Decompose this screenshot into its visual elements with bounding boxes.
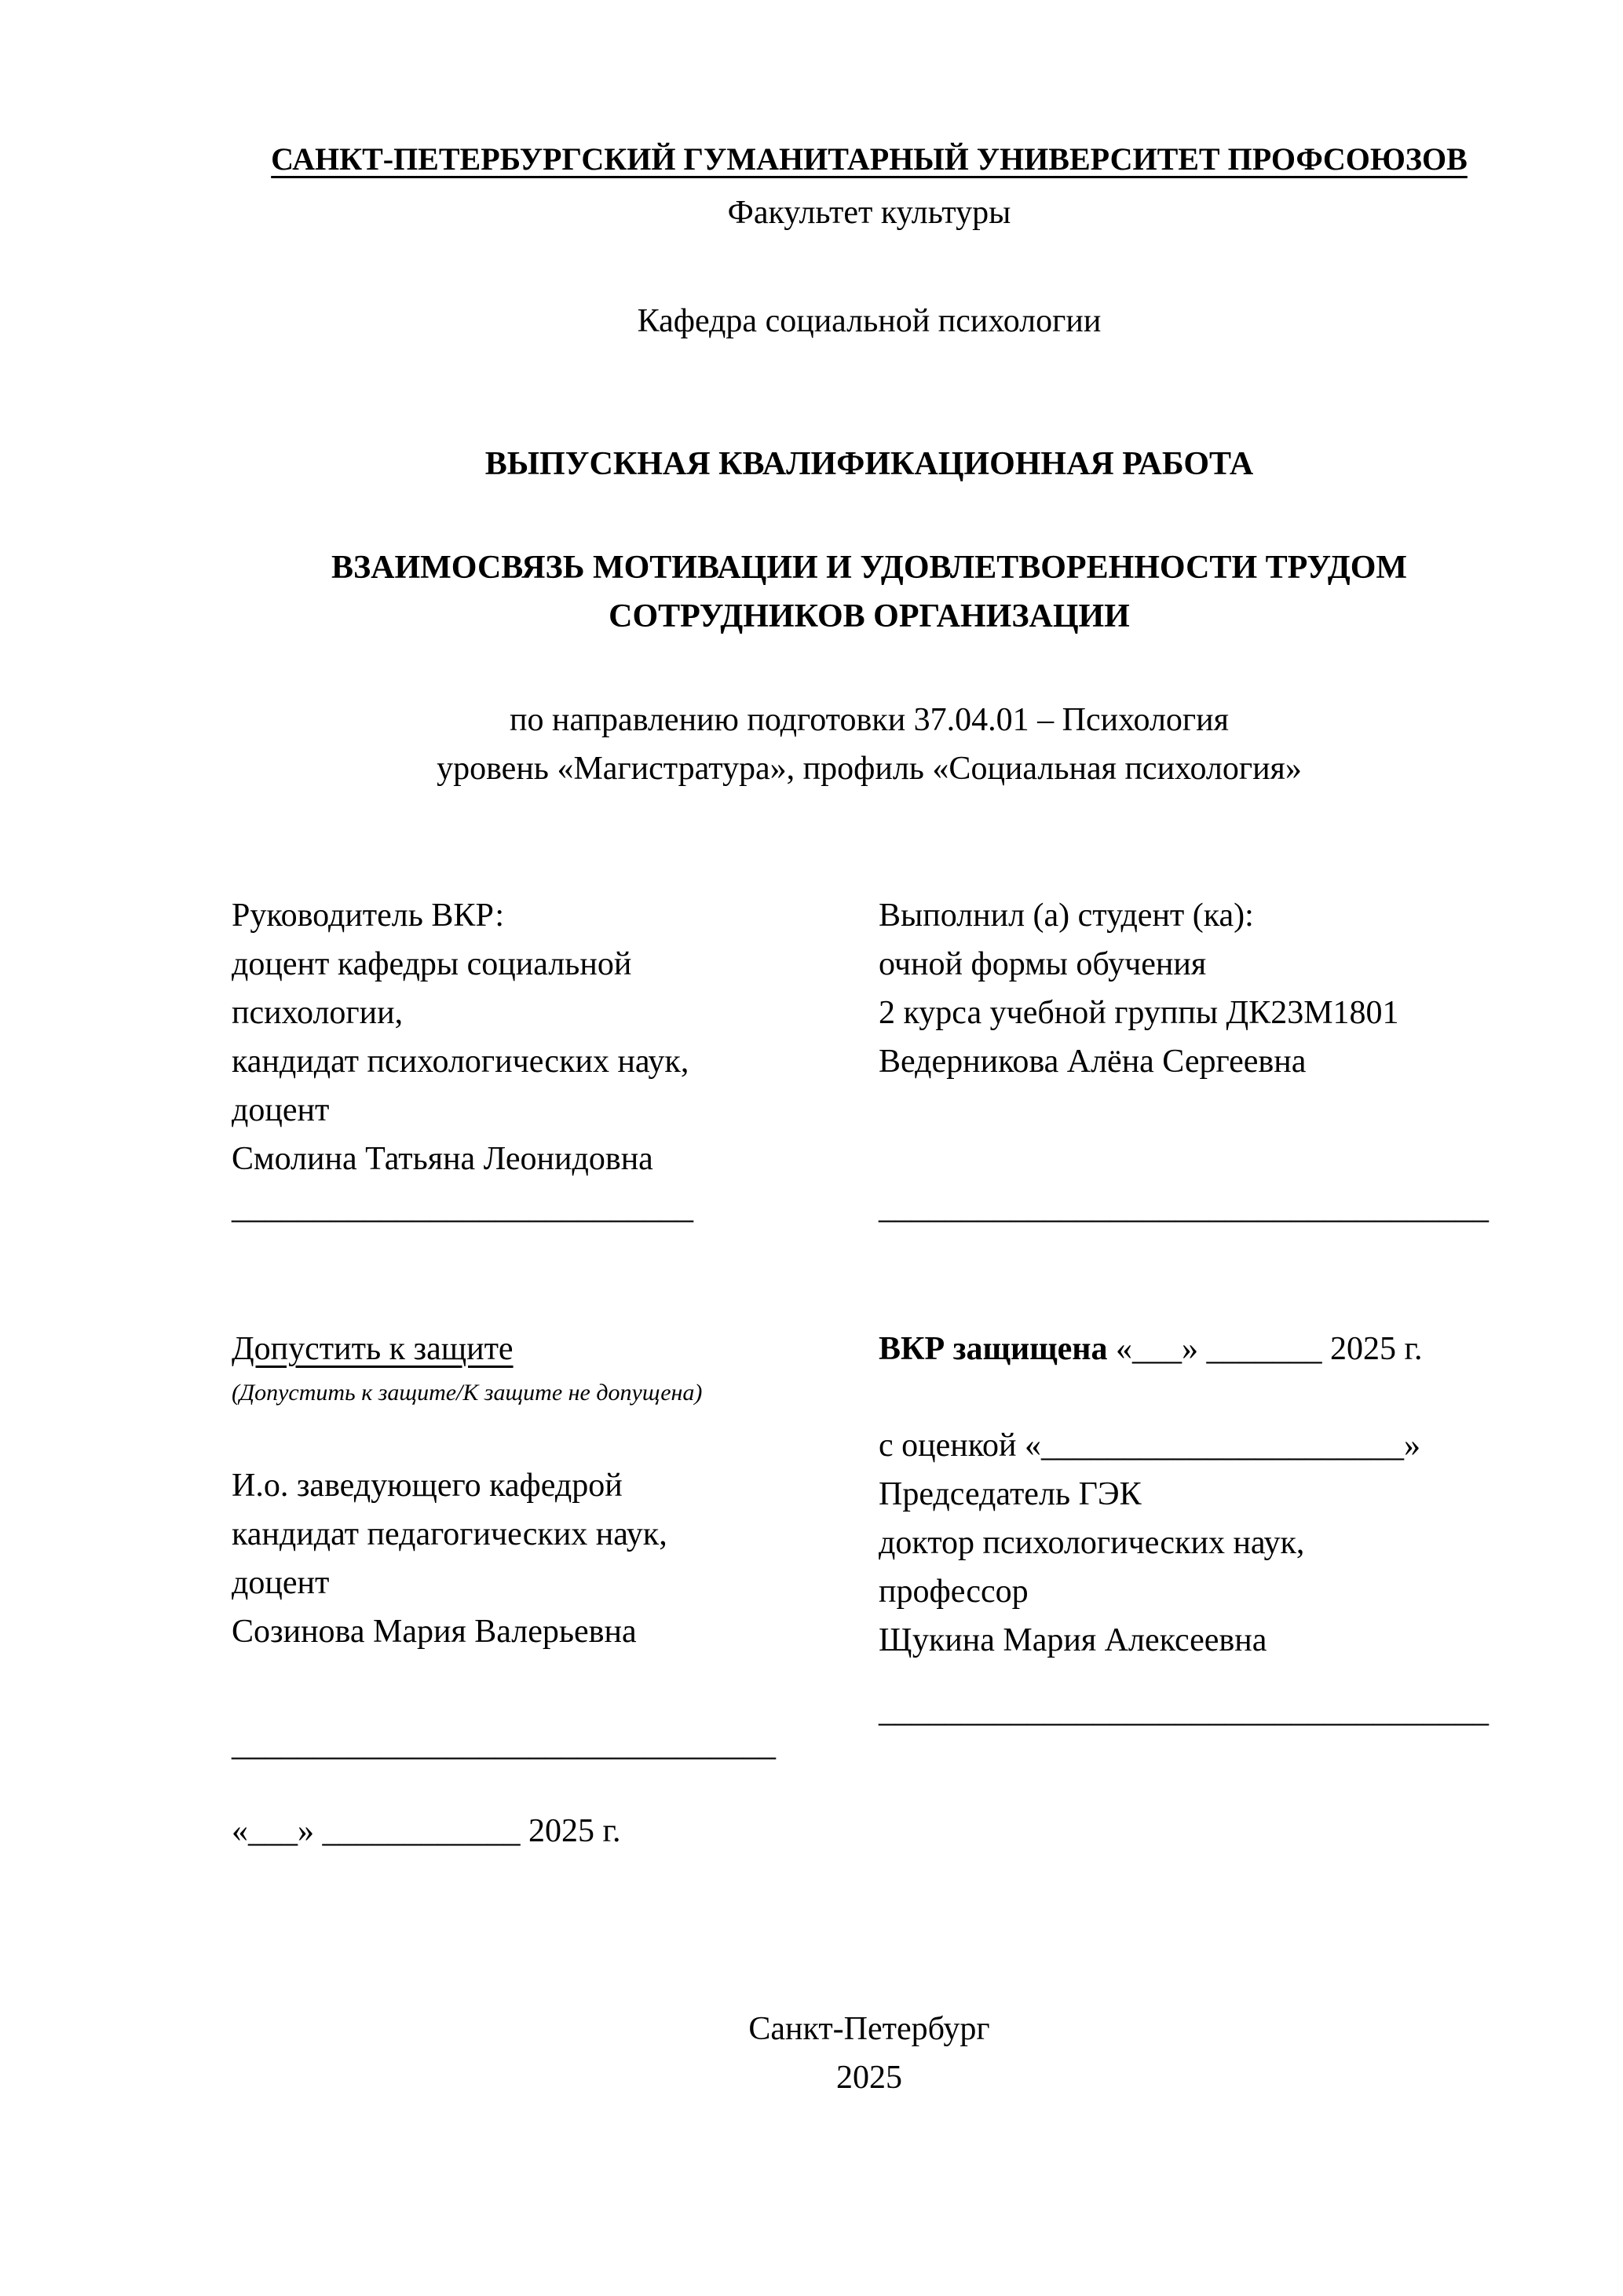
defense-line: профессор [879, 1574, 1029, 1610]
admission-line: кандидат педагогических наук, [232, 1516, 667, 1552]
admission-block [232, 1325, 828, 1855]
thesis-title-line2: СОТРУДНИКОВ ОРГАНИЗАЦИИ [609, 598, 1130, 634]
department-name: Кафедра социальной психологии [637, 303, 1102, 339]
footer-city: Санкт-Петербург [748, 2011, 990, 2047]
supervisor-block [232, 891, 828, 1232]
defense-grade-line: с оценкой «______________________» [879, 1428, 1420, 1464]
thesis-title [232, 543, 1507, 641]
student-signature-line: _____________________________________ [879, 1190, 1489, 1226]
program-direction: по направлению подготовки 37.04.01 – Психология [510, 702, 1229, 738]
admission-signature-line: _________________________________ [232, 1727, 776, 1763]
supervisor-signature-line: ____________________________ [232, 1190, 693, 1226]
work-type-heading: ВЫПУСКНАЯ КВАЛИФИКАЦИОННАЯ РАБОТА [484, 446, 1254, 482]
defense-date-line [879, 1325, 1507, 1373]
footer-year: 2025 [836, 2060, 902, 2096]
student-line: 2 курса учебной группы ДК23М1801 [879, 995, 1399, 1031]
defense-block [879, 1325, 1507, 1735]
defense-signature-line: _____________________________________ [879, 1693, 1489, 1729]
student-line: очной формы обучения [879, 946, 1207, 982]
admission-line: доцент [232, 1565, 330, 1601]
university-name: САНКТ-ПЕТЕРБУРГСКИЙ ГУМАНИТАРНЫЙ УНИВЕРСИТЕТ ПРОФСОЮЗОВ [271, 141, 1468, 177]
signatures-row-2 [232, 1325, 1507, 1855]
supervisor-label: Руководитель ВКР: [232, 898, 505, 934]
defense-status-label: ВКР защищена [879, 1331, 1108, 1367]
admission-date-line: «___» ____________ 2025 г. [232, 1813, 621, 1849]
supervisor-line: кандидат психологических наук, [232, 1044, 689, 1080]
supervisor-name: Смолина Татьяна Леонидовна [232, 1141, 653, 1177]
footer-block [232, 2005, 1507, 2102]
admission-line: И.о. заведующего кафедрой [232, 1468, 623, 1504]
admission-note: (Допустить к защите/К защите не допущена) [232, 1380, 703, 1406]
student-block [879, 891, 1507, 1232]
program-block [232, 696, 1507, 793]
supervisor-line: психологии, [232, 995, 404, 1031]
defense-line: доктор психологических наук, [879, 1525, 1305, 1561]
admission-name: Созинова Мария Валерьевна [232, 1614, 637, 1650]
admission-heading: Допустить к защите [232, 1331, 514, 1367]
defense-line: Председатель ГЭК [879, 1476, 1142, 1512]
student-label: Выполнил (а) студент (ка): [879, 898, 1254, 934]
defense-name: Щукина Мария Алексеевна [879, 1622, 1267, 1658]
faculty-name: Факультет культуры [727, 195, 1011, 231]
thesis-title-line1: ВЗАИМОСВЯЗЬ МОТИВАЦИИ И УДОВЛЕТВОРЕННОСТИ ТРУДОМ [331, 550, 1408, 586]
student-name: Ведерникова Алёна Сергеевна [879, 1044, 1307, 1080]
supervisor-line: доцент [232, 1092, 330, 1128]
supervisor-line: доцент кафедры социальной [232, 946, 632, 982]
defense-date-blank: «___» _______ 2025 г. [1107, 1331, 1423, 1367]
program-level-profile: уровень «Магистратура», профиль «Социальная психология» [437, 751, 1302, 787]
signatures-row-1 [232, 891, 1507, 1232]
